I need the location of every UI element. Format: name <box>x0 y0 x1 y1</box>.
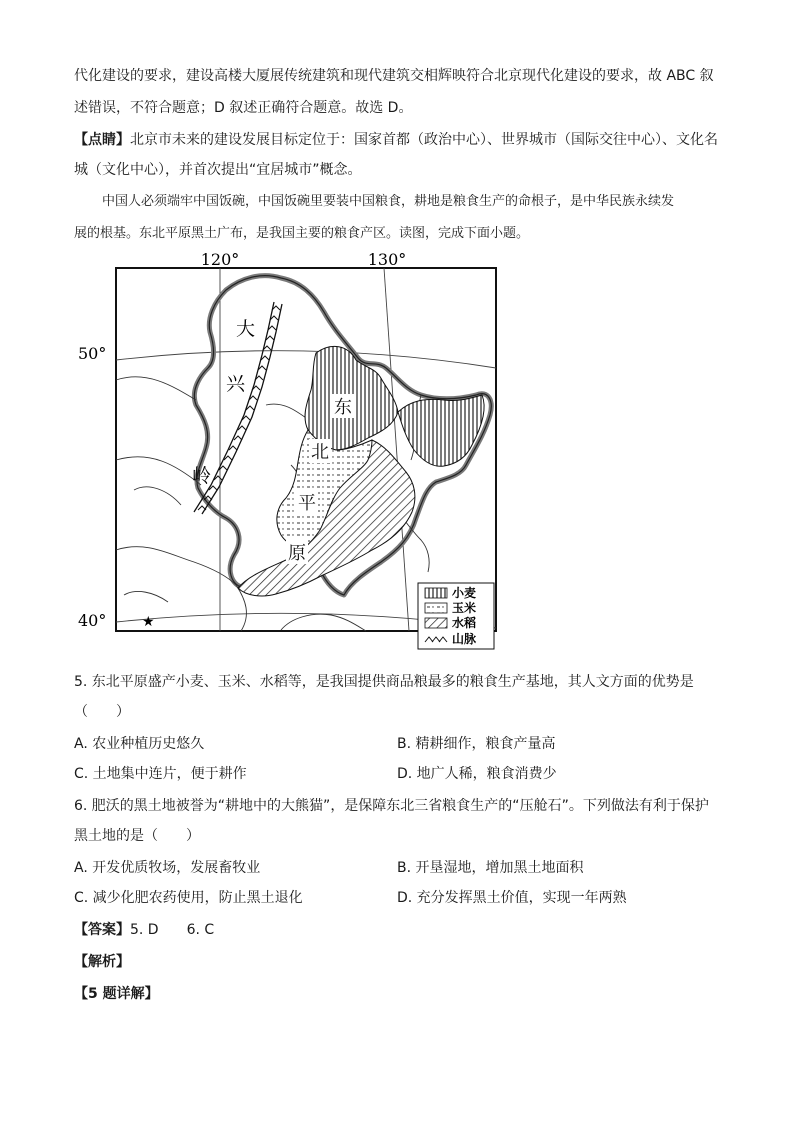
plain-char: 东 <box>334 397 352 418</box>
lat-label-50: 50° <box>78 344 107 363</box>
note-text: 北京市未来的建设发展目标定位于：国家首都（政治中心）、世界城市（国际交往中心）、文化名 <box>130 132 718 148</box>
answer-line <box>74 920 724 940</box>
plain-char: 北 <box>311 442 329 463</box>
legend-label: 玉米 <box>452 601 477 615</box>
paragraph-line: 城（文化中心），并首次提出“宜居城市”概念。 <box>74 162 362 178</box>
note-paragraph <box>74 130 724 150</box>
option-5b: B. 精耕细作，粮食产量高 <box>397 736 556 752</box>
answer-tag: 【答案】 <box>74 922 130 938</box>
map-legend <box>418 583 494 649</box>
intro-line: 中国人必须端牢中国饭碗，中国饭碗里要装中国粮食，耕地是粮食生产的命根子，是中华民族永续发 <box>102 194 675 209</box>
option-5a: A. 农业种植历史悠久 <box>74 736 205 752</box>
analysis-tag: 【解析】 <box>74 954 130 970</box>
lon-label-130: 130° <box>367 250 407 269</box>
lon-label-120: 120° <box>200 250 240 269</box>
plain-char: 平 <box>298 493 316 514</box>
legend-wheat-swatch <box>425 588 447 598</box>
legend-rice-swatch <box>425 618 447 628</box>
plain-char: 原 <box>288 543 306 564</box>
paragraph-line: 代化建设的要求，建设高楼大厦展传统建筑和现代建筑交相辉映符合北京现代化建设的要求，故 ABC 叙 <box>74 68 714 84</box>
northeast-china-map <box>76 250 501 646</box>
note-tag: 【点睛】 <box>74 132 130 148</box>
option-6a: A. 开发优质牧场，发展畜牧业 <box>74 860 261 876</box>
lat-label-40: 40° <box>78 611 107 630</box>
paragraph-line: 述错误，不符合题意；D 叙述正确符合题意。故选 D。 <box>74 100 413 116</box>
question-5-paren: （ ） <box>74 704 130 720</box>
option-5d: D. 地广人稀，粮食消费少 <box>397 766 557 782</box>
answer-text: 5. D 6. C <box>130 922 215 938</box>
beijing-star-icon: ★ <box>142 614 155 630</box>
legend-label: 水稻 <box>452 616 477 630</box>
option-5c: C. 土地集中连片，便于耕作 <box>74 766 247 782</box>
question-6-stem-cont: 黑土地的是（ ） <box>74 828 200 844</box>
option-6d: D. 充分发挥黑土价值，实现一年两熟 <box>397 890 627 906</box>
intro-line: 展的根基。东北平原黑土广布，是我国主要的粮食产区。读图，完成下面小题。 <box>74 226 530 241</box>
question-5-stem: 5. 东北平原盛产小麦、玉米、水稻等，是我国提供商品粮最多的粮食生产基地，其人文方面的优势是 <box>74 674 694 690</box>
legend-label: 小麦 <box>452 586 477 600</box>
question-6-stem: 6. 肥沃的黑土地被誉为“耕地中的大熊猫”，是保障东北三省粮食生产的“压舱石”。下列做法有利于保护 <box>74 798 709 814</box>
option-6c: C. 减少化肥农药使用，防止黑土退化 <box>74 890 303 906</box>
mountain-char: 岭 <box>192 465 212 487</box>
detail-tag: 【5 题详解】 <box>74 986 159 1002</box>
legend-corn-swatch <box>425 603 447 613</box>
mountain-char: 兴 <box>226 373 246 395</box>
option-6b: B. 开垦湿地，增加黑土地面积 <box>397 860 584 876</box>
legend-label: 山脉 <box>452 632 477 646</box>
mountain-char: 大 <box>236 318 256 340</box>
